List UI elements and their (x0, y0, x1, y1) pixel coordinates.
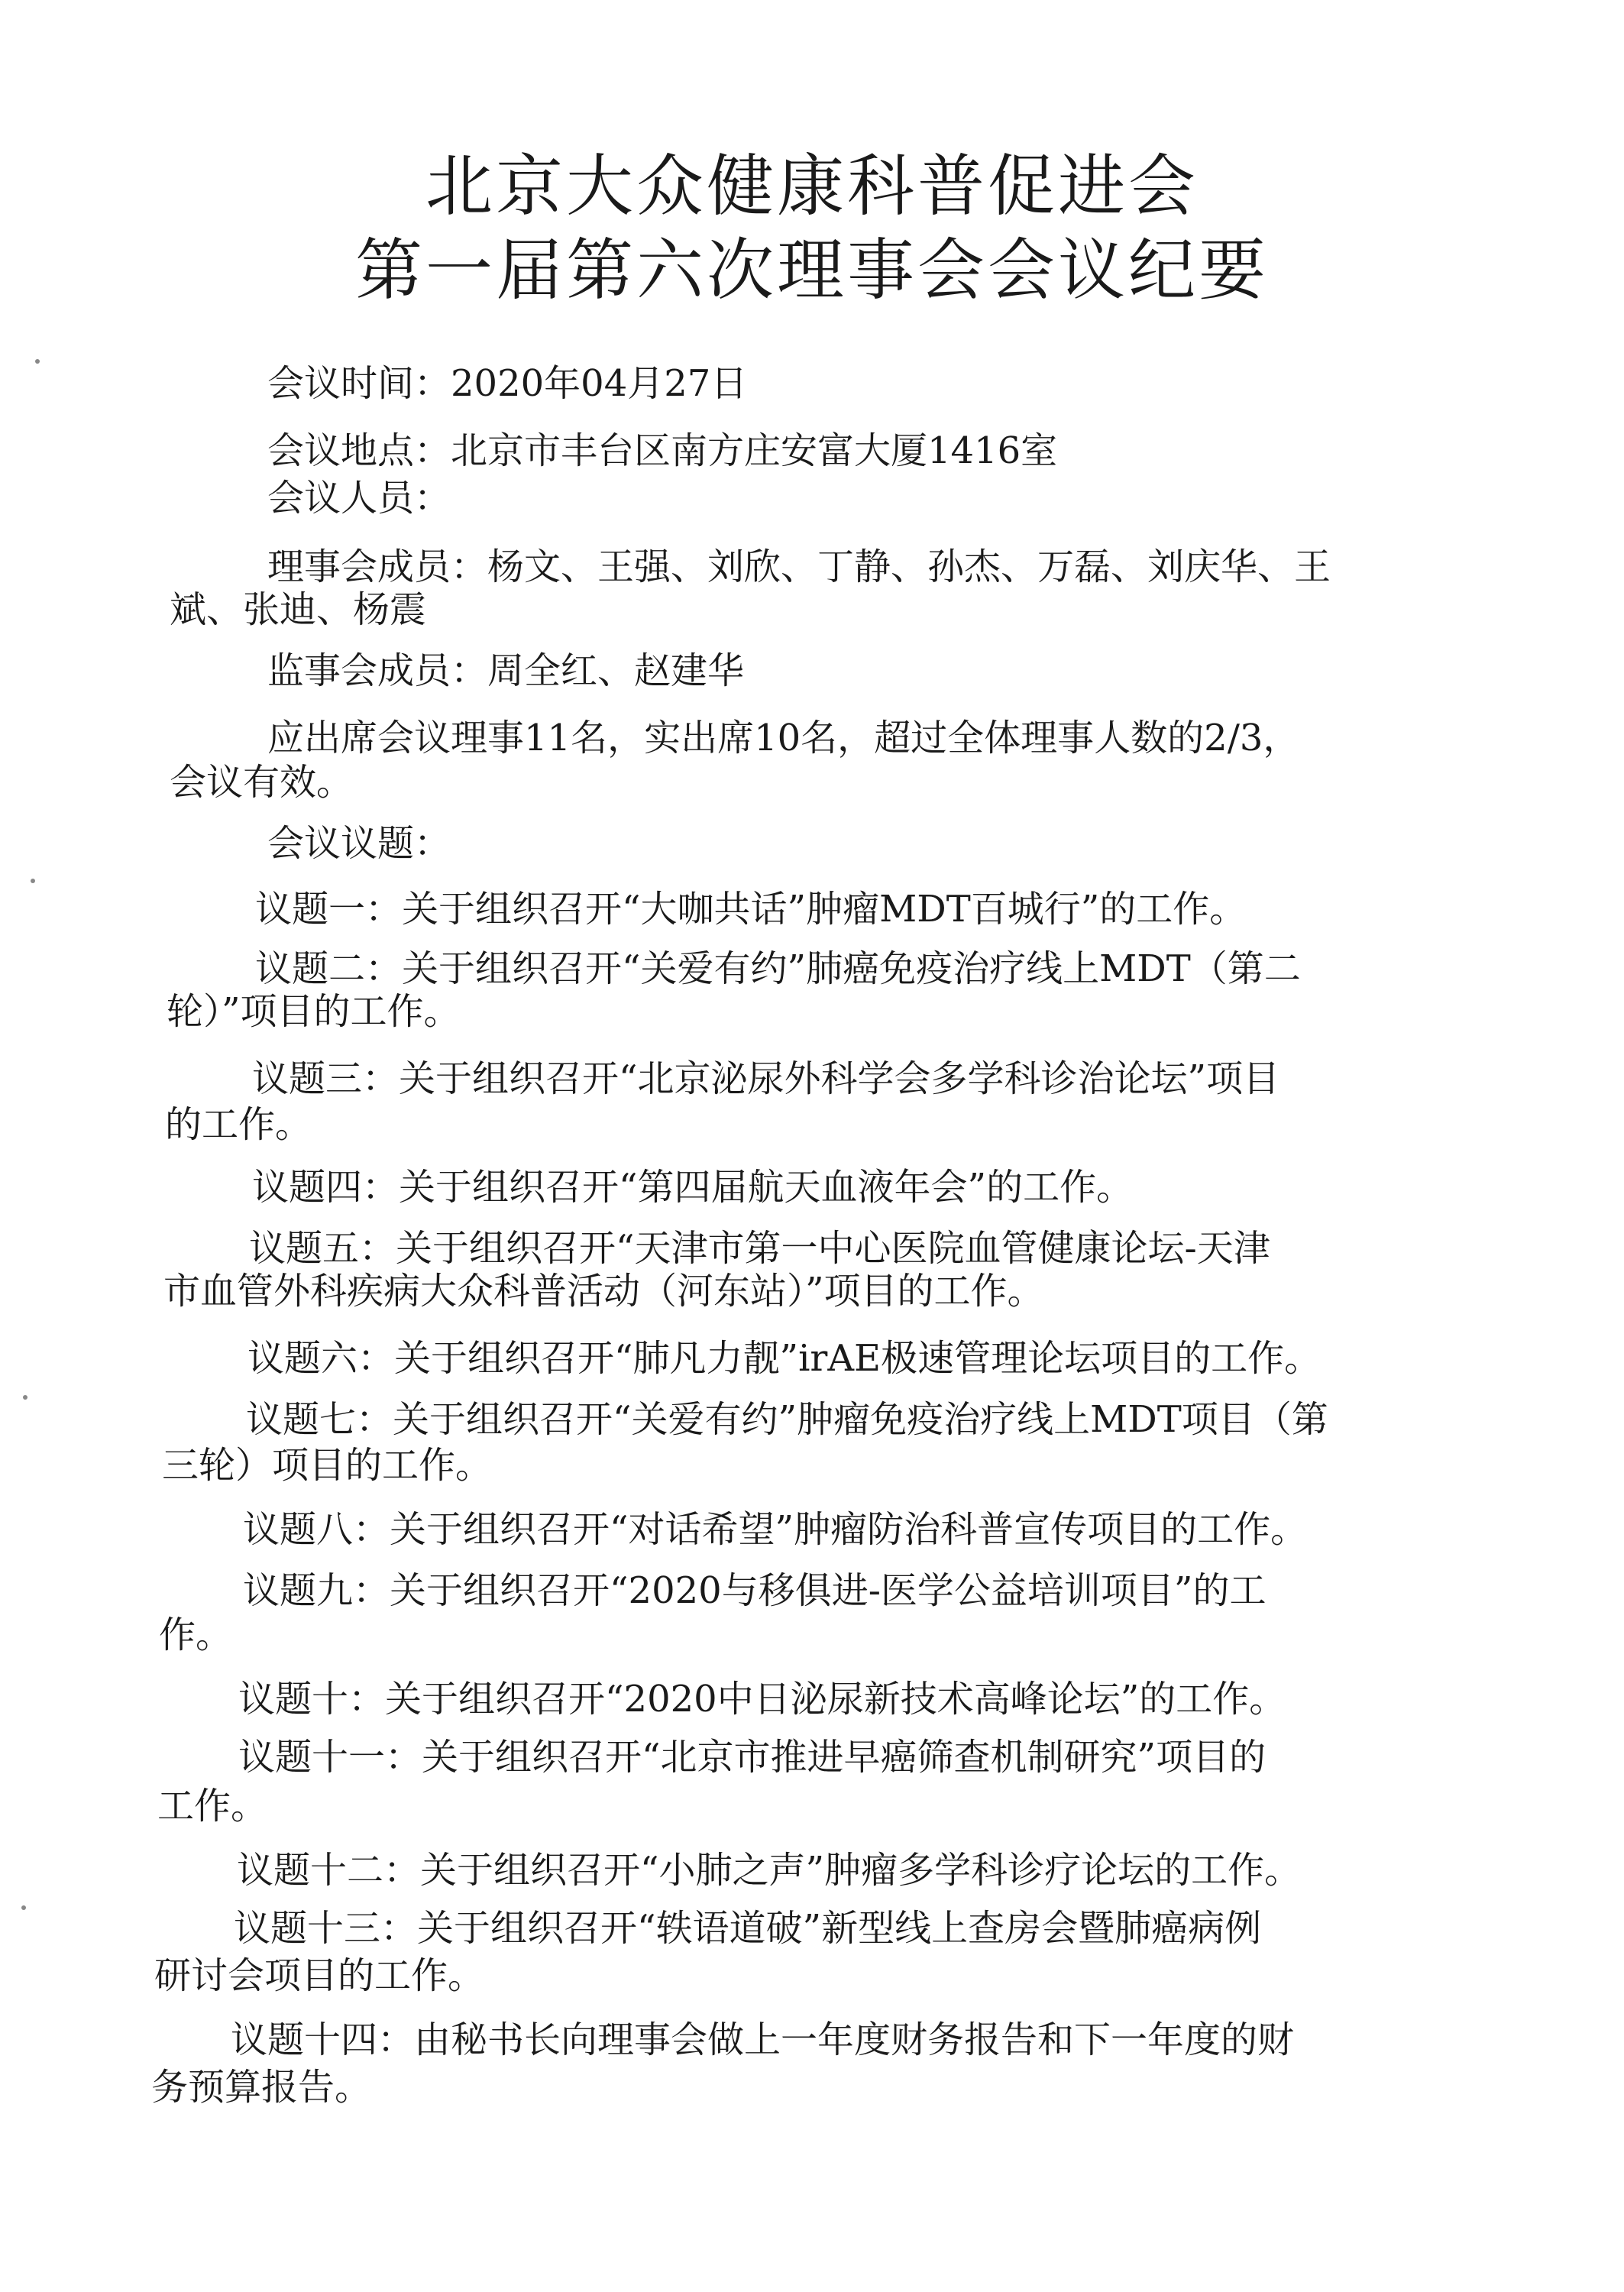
agenda-line: 三轮）项目的工作。 (162, 1444, 493, 1487)
agenda-label: 会议议题： (267, 822, 451, 865)
doc-title-line2: 第一届第六次理事会会议纪要 (354, 231, 1269, 309)
agenda-line: 议题十：关于组织召开“2020中日泌尿新技术高峰论坛”的工作。 (238, 1678, 1286, 1721)
agenda-line: 议题十四：由秘书长向理事会做上一年度财务报告和下一年度的财 (231, 2018, 1295, 2061)
agenda-line: 市血管外科疾病大众科普活动（河东站）”项目的工作。 (163, 1270, 1044, 1313)
agenda-line: 议题八：关于组织召开“对话希望”肿瘤防治科普宣传项目的工作。 (243, 1508, 1308, 1551)
scan-speck (35, 359, 40, 364)
scan-speck (21, 1905, 26, 1910)
quorum-line1: 应出席会议理事11名，实出席10名，超过全体理事人数的2/3， (267, 717, 1300, 759)
agenda-line: 议题十二：关于组织召开“小肺之声”肿瘤多学科诊疗论坛的工作。 (237, 1849, 1302, 1892)
agenda-line: 议题五：关于组织召开“天津市第一中心医院血管健康论坛-天津 (249, 1227, 1270, 1270)
agenda-line: 作。 (159, 1614, 233, 1656)
agenda-line: 议题九：关于组织召开“2020与移俱进-医学公益培训项目”的工 (243, 1569, 1267, 1612)
agenda-line: 议题二：关于组织召开“关爱有约”肺癌免疫治疗线上MDT（第二 (255, 947, 1301, 990)
attendees-label: 会议人员： (267, 477, 451, 520)
agenda-line: 议题四：关于组织召开“第四届航天血液年会”的工作。 (252, 1166, 1134, 1209)
agenda-line: 轮）”项目的工作。 (167, 990, 461, 1033)
quorum-line2: 会议有效。 (170, 761, 354, 804)
agenda-line: 议题七：关于组织召开“关爱有约”肿瘤免疫治疗线上MDT项目（第 (246, 1398, 1328, 1441)
agenda-line: 的工作。 (165, 1103, 312, 1146)
meeting-location: 会议地点：北京市丰台区南方庄安富大厦1416室 (267, 429, 1058, 472)
agenda-line: 议题六：关于组织召开“肺凡力靓”irAE极速管理论坛项目的工作。 (247, 1337, 1322, 1380)
agenda-line: 议题一：关于组织召开“大咖共话”肿瘤MDT百城行”的工作。 (255, 888, 1247, 931)
scan-speck (31, 879, 35, 883)
scan-speck (23, 1395, 27, 1400)
agenda-line: 议题十三：关于组织召开“轶语道破”新型线上查房会暨肺癌病例 (234, 1907, 1262, 1950)
agenda-line: 议题三：关于组织召开“北京泌尿外科学会多学科诊治论坛”项目 (252, 1057, 1280, 1100)
agenda-line: 工作。 (157, 1785, 268, 1827)
agenda-line: 议题十一：关于组织召开“北京市推进早癌筛查机制研究”项目的 (238, 1736, 1267, 1779)
council-members-line2: 斌、张迪、杨震 (170, 588, 427, 631)
supervisors: 监事会成员：周全红、赵建华 (267, 649, 745, 692)
agenda-line: 务预算报告。 (151, 2066, 372, 2109)
agenda-line: 研讨会项目的工作。 (154, 1954, 485, 1997)
council-members-line1: 理事会成员：杨文、王强、刘欣、丁静、孙杰、万磊、刘庆华、王 (267, 545, 1331, 588)
meeting-time: 会议时间：2020年04月27日 (267, 362, 748, 405)
doc-title-line1: 北京大众健康科普促进会 (425, 147, 1199, 225)
